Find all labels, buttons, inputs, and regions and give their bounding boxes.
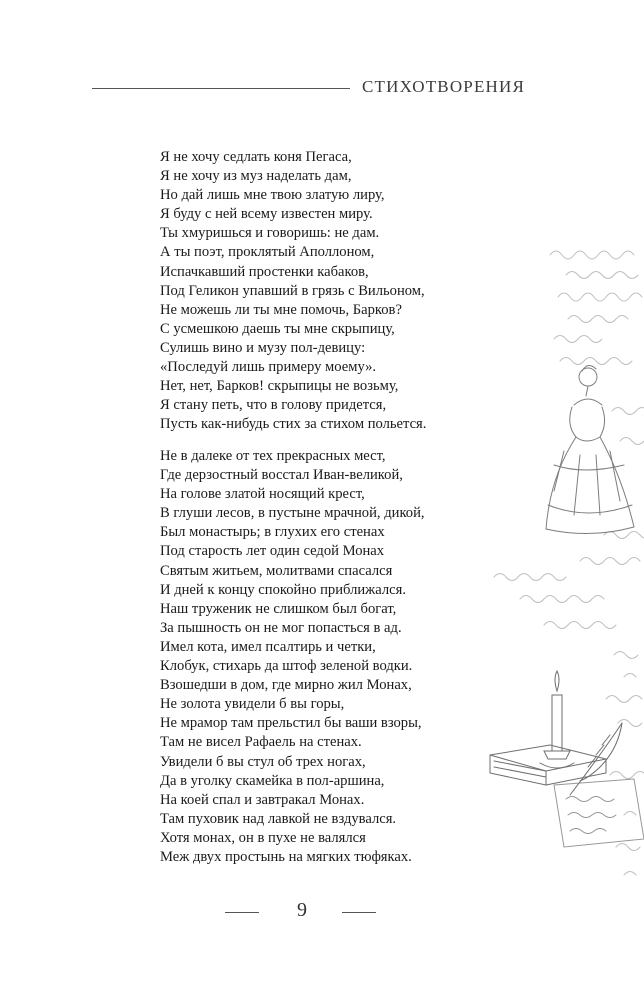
footer-rule-left xyxy=(225,912,259,913)
poem-line: Хотя монах, он в пухе не валялся xyxy=(160,829,366,846)
poem-line: На голове златой носящий крест, xyxy=(160,486,365,503)
poem-stanza-1 xyxy=(160,148,426,434)
poem-line: За пышность он не мог попасться в ад. xyxy=(160,619,402,636)
poem-line: В глуши лесов, в пустыне мрачной, дикой, xyxy=(160,505,425,522)
paper-sheet-icon xyxy=(554,779,644,847)
handwriting-scribble-icon xyxy=(494,251,644,629)
poem-line: Нет, нет, Барков! скрыпицы не возьму, xyxy=(160,378,399,395)
running-header-title: СТИХОТВОРЕНИЯ xyxy=(362,77,526,96)
page-number: 9 xyxy=(297,899,307,921)
poem-line: На коей спал и завтракал Монах. xyxy=(160,791,365,808)
poem-line: Святым житьем, молитвами спасался xyxy=(160,562,393,579)
lady-figure-icon xyxy=(546,365,634,533)
poem-line: Наш труженик не слишком был богат, xyxy=(160,600,397,617)
poem-line: Не золота увидели б вы горы, xyxy=(160,696,345,713)
poem-line: Был монастырь; в глухих его стенах xyxy=(160,524,385,541)
poem-line: Ты хмуришься и говоришь: не дам. xyxy=(160,225,380,242)
poem-line: Я не хочу из муз наделать дам, xyxy=(160,168,352,185)
poem-line: Не можешь ли ты мне помочь, Барков? xyxy=(160,301,402,318)
poem-line: Там не висел Рафаель на стенах. xyxy=(160,734,362,751)
header-rule xyxy=(92,88,350,89)
poem-line: Я не хочу седлать коня Пегаса, xyxy=(160,149,352,165)
poem-line: И дней к концу спокойно приближался. xyxy=(160,581,406,598)
poem-line: С усмешкою даешь ты мне скрыпицу, xyxy=(160,320,395,337)
poem-line: Но дай лишь мне твою златую лиру, xyxy=(160,187,385,204)
poem-line: Пусть как-нибудь стих за стихом польется. xyxy=(160,416,427,433)
poem-line: «Последуй лишь примеру моему». xyxy=(160,359,377,376)
poem-line: Клобук, стихарь да штоф зеленой водки. xyxy=(160,658,413,675)
poem-line: Я буду с ней всему известен миру. xyxy=(160,206,373,223)
poem-line: Испачкавший простенки кабаков, xyxy=(160,263,369,280)
poem-line: Взошедши в дом, где мирно жил Монах, xyxy=(160,677,412,694)
handwriting-scribble-icon xyxy=(606,652,644,876)
candle-icon xyxy=(540,671,574,768)
footer-rule-right xyxy=(342,912,376,913)
poem-line: Увидели б вы стул об трех ногах, xyxy=(160,753,366,770)
poem-line: Где дерзостный восстал Иван-великой, xyxy=(160,467,403,484)
poem-line: Под старость лет один седой Монах xyxy=(160,543,385,560)
poem-line: Да в уголку скамейка в пол-аршина, xyxy=(160,772,385,789)
poem-line: Не в далеке от тех прекрасных мест, xyxy=(160,448,386,464)
poem-line: Я стану петь, что в голову придется, xyxy=(160,397,387,414)
poem-line: Меж двух простынь на мягких тюфяках. xyxy=(160,848,412,865)
quill-icon xyxy=(570,723,622,795)
poem-line: Имел кота, имел псалтирь и четки, xyxy=(160,638,376,655)
poem-line: Сулишь вино и музу пол-девицу: xyxy=(160,339,366,356)
poem-line: Не мрамор там прельстил бы ваши взоры, xyxy=(160,715,422,732)
manuscript-sketch-icon xyxy=(484,215,644,895)
poem-stanza-2 xyxy=(160,447,425,867)
poem-line: Там пуховик над лавкой не вздувался. xyxy=(160,810,397,827)
poem-line: А ты поэт, проклятый Аполлоном, xyxy=(160,244,375,261)
poem-line: Под Геликон упавший в грязь с Вильоном, xyxy=(160,282,425,299)
